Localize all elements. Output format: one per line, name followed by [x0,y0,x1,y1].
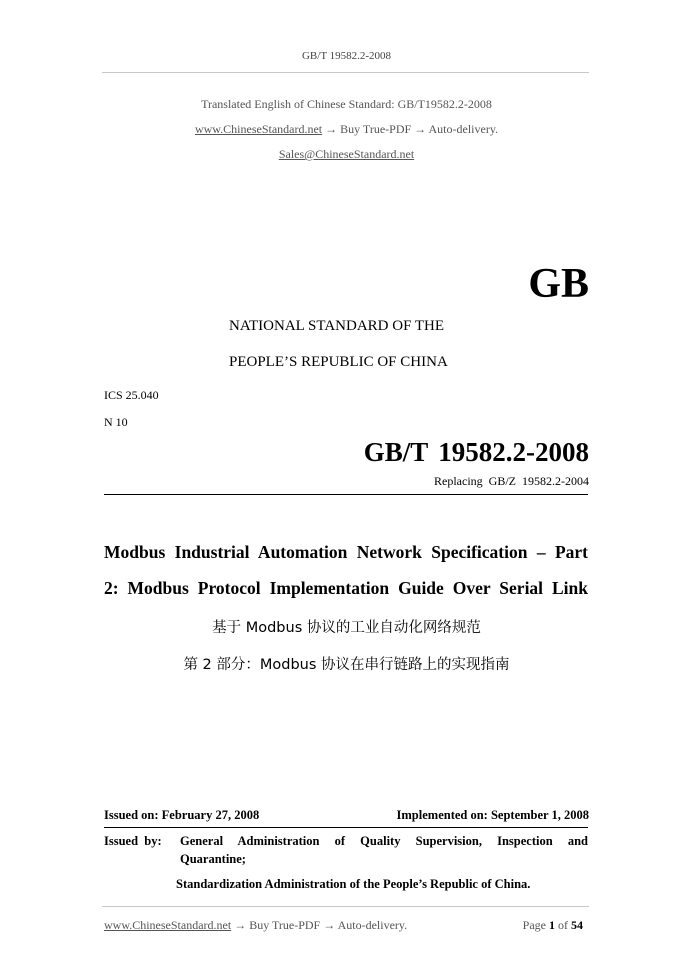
gb-mark: GB [528,261,589,307]
ics-code: ICS 25.040 [104,388,159,402]
page-of: of [558,918,568,932]
title-rule [104,494,588,495]
national-standard-line2: PEOPLE’S REPUBLIC OF CHINA [229,354,448,370]
footer-purchase-line [104,918,407,933]
footer-buy-text: Buy True-PDF [249,918,321,932]
dates-rule [104,827,588,828]
footer-delivery-text: Auto-delivery. [337,918,408,932]
national-standard-line1: NATIONAL STANDARD OF THE [229,318,445,334]
standard-prefix: GB/T [363,437,429,467]
translation-notice: Translated English of Chinese Standard: GB/T19582.2-2008 [201,97,492,111]
title-cn-line2: 第 2 部分：Modbus 协议在串行链路上的实现指南 [183,657,510,673]
issued-by-label: Issued by: [104,834,162,848]
issued-by-line3: Standardization Administration of the People’s Republic of China. [176,877,531,891]
implemented-on: Implemented on: September 1, 2008 [396,808,589,822]
issued-by-line2: Quarantine; [180,852,246,866]
site-link[interactable]: www.ChineseStandard.net [194,122,323,136]
replacing-note: Replacing GB/Z 19582.2-2004 [434,474,589,488]
standard-number [364,437,589,468]
buy-text: Buy True-PDF [340,122,412,136]
title-cn-line1: 基于 Modbus 协议的工业自动化网络规范 [212,620,481,636]
email-line [0,147,693,162]
header-divider [102,72,589,73]
arrow-right-icon: → [325,122,338,136]
arrow-right-icon: → [414,122,427,136]
running-header: GB/T 19582.2-2008 [301,50,392,62]
title-en-line2: 2: Modbus Protocol Implementation Guide Over Serial Link [104,578,588,598]
footer-site-link[interactable]: www.ChineseStandard.net [104,918,232,932]
footer-divider [102,906,589,907]
arrow-right-icon: → [323,918,336,932]
title-en-line1: Modbus Industrial Automation Network Specification – Part [104,542,588,562]
issued-on: Issued on: February 27, 2008 [104,808,260,822]
page-label: Page [522,918,546,932]
arrow-right-icon: → [234,918,247,932]
page-number [523,918,583,933]
standard-code: 19582.2-2008 [438,437,589,467]
delivery-text: Auto-delivery. [428,122,499,136]
purchase-line [0,122,693,137]
issued-by-line1: General Administration of Quality Supervision, Inspection and [180,834,588,848]
page-total: 54 [571,918,583,932]
page-current: 1 [549,918,555,932]
email-link[interactable]: Sales@ChineseStandard.net [278,147,415,161]
ccs-code: N 10 [104,415,128,429]
